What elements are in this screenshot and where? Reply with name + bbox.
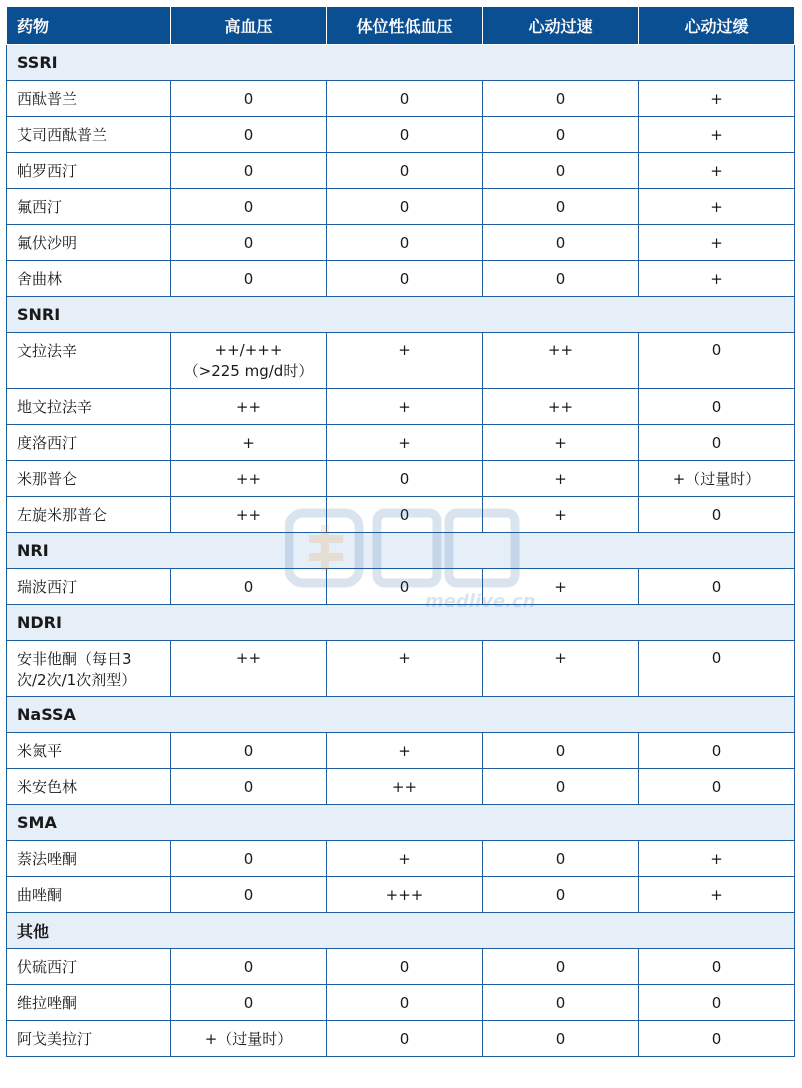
category-label: SSRI [7,45,795,81]
effect-value: 0 [171,569,327,605]
effect-value: + [483,497,639,533]
category-label: NDRI [7,605,795,641]
effect-value: 0 [171,117,327,153]
effect-value: 0 [327,497,483,533]
effect-value: ++ [171,389,327,425]
drug-name: 氟伏沙明 [7,225,171,261]
drug-name: 文拉法辛 [7,333,171,389]
effect-value: 0 [483,81,639,117]
drug-name: 安非他酮（每日3次/2次/1次剂型） [7,641,171,697]
table-row [7,985,795,1021]
drug-name: 伏硫西汀 [7,949,171,985]
header-row [7,7,795,45]
effect-value: + [483,569,639,605]
watermark-text: medlive.cn [425,591,536,612]
effect-value: + [327,841,483,877]
table-row [7,877,795,913]
category-row [7,533,795,569]
effect-value: 0 [327,1021,483,1057]
category-row [7,697,795,733]
table-row [7,841,795,877]
antidepressant-cardiovascular-table [6,6,795,1057]
effect-value: 0 [483,1021,639,1057]
effect-value: + [483,461,639,497]
effect-value: + [639,117,795,153]
drug-name: 度洛西汀 [7,425,171,461]
effect-value: 0 [327,461,483,497]
category-label: NRI [7,533,795,569]
effect-value: 0 [639,733,795,769]
drug-name: 米那普仑 [7,461,171,497]
table-row [7,569,795,605]
effect-value: + [483,641,639,697]
table-row [7,949,795,985]
effect-value: 0 [639,949,795,985]
effect-value: + [327,641,483,697]
effect-value: +（过量时） [639,461,795,497]
effect-value: + [327,425,483,461]
effect-value: 0 [483,769,639,805]
effect-value: + [483,425,639,461]
category-label: 其他 [7,913,795,949]
effect-value: 0 [483,261,639,297]
table-row [7,117,795,153]
effect-value: + [327,389,483,425]
table-row [7,497,795,533]
effect-value: +（过量时） [171,1021,327,1057]
effect-value: ++ [327,769,483,805]
drug-name: 瑞波西汀 [7,569,171,605]
drug-name: 艾司西酞普兰 [7,117,171,153]
category-row [7,913,795,949]
effect-value: 0 [483,189,639,225]
drug-name: 阿戈美拉汀 [7,1021,171,1057]
effect-value: 0 [483,985,639,1021]
table-row [7,641,795,697]
drug-name: 氟西汀 [7,189,171,225]
category-row [7,805,795,841]
table-row [7,769,795,805]
effect-value: 0 [171,733,327,769]
effect-value: + [327,333,483,389]
table-row [7,733,795,769]
effect-value: 0 [327,569,483,605]
drug-name: 左旋米那普仑 [7,497,171,533]
effect-value: 0 [171,841,327,877]
effect-value: 0 [483,225,639,261]
effect-value: 0 [327,949,483,985]
effect-value: 0 [171,189,327,225]
effect-value: + [639,189,795,225]
effect-value: + [639,261,795,297]
category-row [7,605,795,641]
effect-value: + [639,153,795,189]
header-hypertension: 高血压 [171,7,327,45]
effect-value: 0 [171,81,327,117]
effect-value: + [327,733,483,769]
effect-value: + [639,225,795,261]
effect-value: 0 [171,985,327,1021]
drug-name: 曲唑酮 [7,877,171,913]
effect-value: 0 [327,189,483,225]
effect-value: 0 [483,841,639,877]
effect-value: 0 [327,225,483,261]
header-drug: 药物 [7,7,171,45]
effect-value: 0 [483,733,639,769]
effect-value: 0 [639,1021,795,1057]
effect-value: 0 [171,225,327,261]
effect-value: 0 [327,985,483,1021]
effect-value: 0 [639,389,795,425]
effect-value: + [639,877,795,913]
category-label: SMA [7,805,795,841]
effect-value: 0 [483,153,639,189]
effect-value: 0 [171,153,327,189]
effect-value: 0 [639,333,795,389]
effect-value: 0 [639,769,795,805]
drug-name: 地文拉法辛 [7,389,171,425]
category-row [7,297,795,333]
effect-value: ++ [171,497,327,533]
drug-name: 西酞普兰 [7,81,171,117]
effect-value: 0 [483,877,639,913]
table-row [7,81,795,117]
effect-value: 0 [639,425,795,461]
effect-value: 0 [171,261,327,297]
effect-value: 0 [327,117,483,153]
effect-value: 0 [639,497,795,533]
drug-name: 帕罗西汀 [7,153,171,189]
table-row [7,153,795,189]
effect-value: 0 [483,117,639,153]
header-bradycardia: 心动过缓 [639,7,795,45]
effect-value: 0 [171,877,327,913]
effect-value: ++ [483,389,639,425]
table-row [7,189,795,225]
effect-value: 0 [171,769,327,805]
category-label: NaSSA [7,697,795,733]
effect-value: ++ [171,461,327,497]
effect-value: ++/+++ （>225 mg/d时） [171,333,327,389]
drug-name: 萘法唑酮 [7,841,171,877]
category-row [7,45,795,81]
effect-value: 0 [639,985,795,1021]
table-row [7,389,795,425]
table-row [7,261,795,297]
effect-value: 0 [327,261,483,297]
effect-value: ++ [171,641,327,697]
effect-value: 0 [483,949,639,985]
effect-value: + [639,81,795,117]
drug-name: 舍曲林 [7,261,171,297]
header-orthostatic-hypotension: 体位性低血压 [327,7,483,45]
category-label: SNRI [7,297,795,333]
effect-value: 0 [327,153,483,189]
effect-value: 0 [327,81,483,117]
effect-value: 0 [639,641,795,697]
table-row [7,461,795,497]
effect-value: 0 [639,569,795,605]
header-tachycardia: 心动过速 [483,7,639,45]
table-row [7,225,795,261]
table-row [7,333,795,389]
effect-value: 0 [171,949,327,985]
effect-value: + [639,841,795,877]
effect-value: + [171,425,327,461]
effect-value: ++ [483,333,639,389]
drug-name: 维拉唑酮 [7,985,171,1021]
table-row [7,425,795,461]
drug-name: 米安色林 [7,769,171,805]
drug-name: 米氮平 [7,733,171,769]
table-row [7,1021,795,1057]
effect-value: +++ [327,877,483,913]
